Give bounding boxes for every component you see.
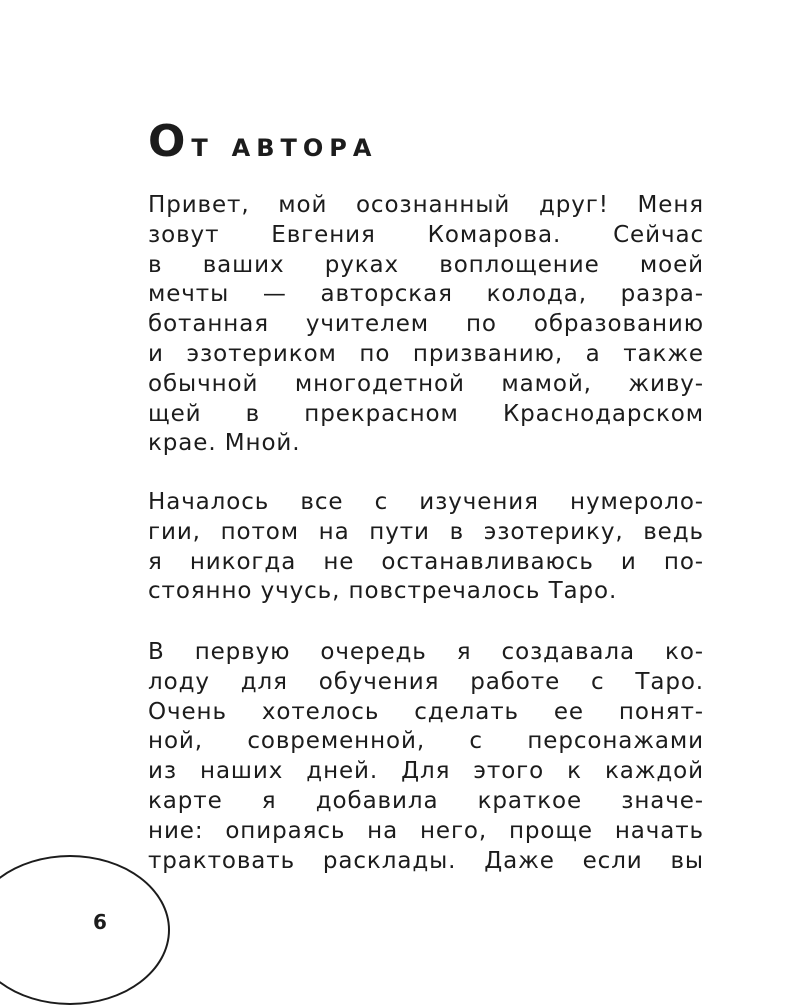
text-line: стоянно учусь, повстречалось Таро. — [148, 578, 618, 605]
page-title — [148, 118, 377, 169]
text-line: зовут Евгения Комарова. Сейчас — [148, 221, 704, 248]
text-line: Привет, мой осознанный друг! Меня — [148, 192, 704, 218]
text-line: гии, потом на пути в эзотерику, ведь — [148, 518, 704, 545]
text-line: я никогда не останавливаюсь и по- — [148, 548, 704, 575]
text-line: из наших дней. Для этого к каждой — [148, 758, 704, 785]
text-line: и эзотериком по призванию, а также — [148, 340, 704, 367]
text-line: трактовать расклады. Даже если вы — [148, 847, 704, 874]
text-line: мечты — авторская колода, разра- — [148, 281, 704, 308]
title-initial: О — [148, 116, 192, 167]
text-line: ние: опираясь на него, проще начать — [148, 817, 704, 844]
text-line: обычной многодетной мамой, живу- — [148, 370, 704, 397]
text-line: Очень хотелось сделать ее понят- — [148, 698, 704, 725]
paragraph-1 — [148, 191, 704, 459]
text-line: крае. Мной. — [148, 430, 301, 457]
text-line: лоду для обучения работе с Таро. — [148, 668, 704, 695]
text-line: В первую очередь я создавала ко- — [148, 639, 704, 665]
paragraph-2 — [148, 488, 704, 607]
title-rest: т автора — [191, 125, 378, 165]
text-line: щей в прекрасном Краснодарском — [148, 400, 704, 427]
paragraph-3 — [148, 638, 704, 876]
text-line: карте я добавила краткое значе- — [148, 787, 704, 814]
text-line: ботанная учителем по образованию — [148, 311, 704, 338]
text-line: Началось все с изучения нумероло- — [148, 489, 704, 515]
text-line: в ваших руках воплощение моей — [148, 251, 704, 278]
page-number: 6 — [93, 910, 107, 934]
text-line: ной, современной, с персонажами — [148, 728, 704, 755]
